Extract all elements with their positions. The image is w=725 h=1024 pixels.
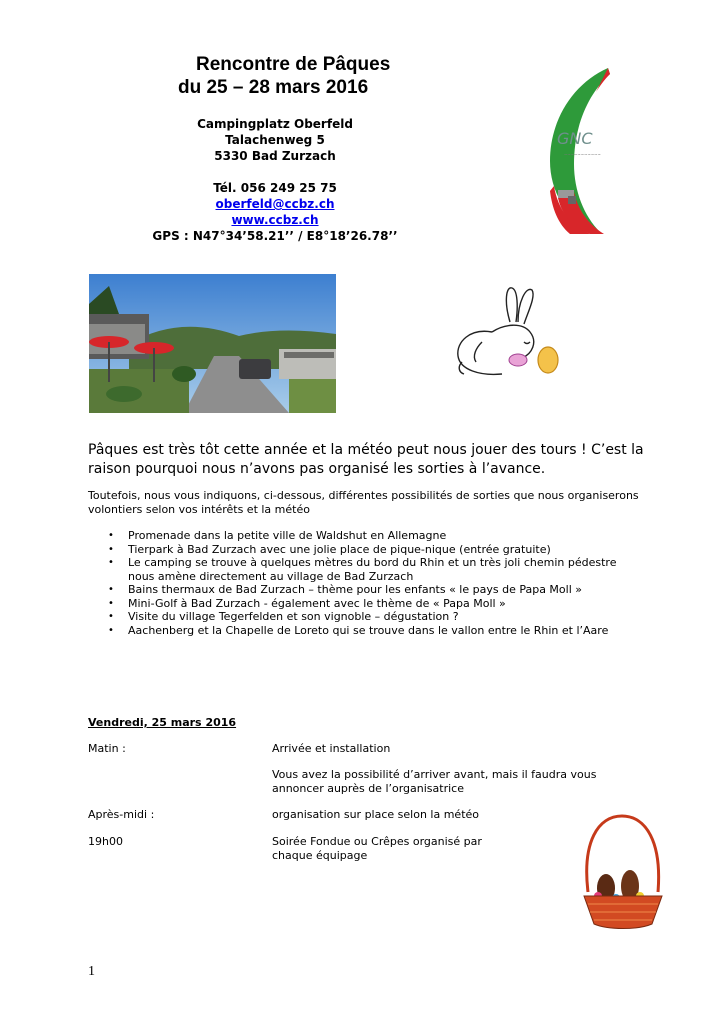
email-link[interactable]: oberfeld@ccbz.ch <box>215 197 335 211</box>
title-line-1: Rencontre de Pâques <box>196 54 391 75</box>
phone: Tél. 056 249 25 75 <box>213 181 337 195</box>
street: Talachenweg 5 <box>225 133 325 147</box>
schedule-text: Soirée Fondue ou Crêpes organisé par chaque équipage <box>272 835 482 862</box>
day-heading: Vendredi, 25 mars 2016 <box>88 716 237 729</box>
list-item: • Visite du village Tegerfelden et son vignoble – dégustation ? <box>106 610 626 624</box>
schedule-text: organisation sur place selon la météo <box>272 808 480 821</box>
list-item: • Aachenberg et la Chapelle de Loreto qui se trouve dans le vallon entre le Rhin et l’Aare <box>106 624 626 638</box>
gnc-logo <box>544 66 614 236</box>
page-number: 1 <box>88 964 95 979</box>
camping-name: Campingplatz Oberfeld <box>197 117 353 131</box>
city: 5330 Bad Zurzach <box>214 149 336 163</box>
lead-paragraph: Toutefois, nous vous indiquons, ci-dessous, différentes possibilités de sorties que nous organiserons volontiers selon vos intérêts et la météo <box>88 489 639 516</box>
intro-paragraph: Pâques est très tôt cette année et la météo peut nous jouer des tours ! C’est la raison pourquoi nous n’avons pas organisé les sorties à l’avance. <box>88 442 644 477</box>
schedule-label: 19h00 <box>88 835 123 848</box>
website-link[interactable]: www.ccbz.ch <box>231 213 319 227</box>
svg-text:~~~~~~~~~~~: ~~~~~~~~~~~ <box>564 152 601 157</box>
logo-text: GNC <box>557 129 593 148</box>
easter-bunny-drawing <box>452 282 564 380</box>
address-block <box>130 116 420 244</box>
gps-coordinates: GPS : N47°34’58.21’’ / E8°18’26.78’’ <box>152 229 398 243</box>
camping-photo <box>89 274 336 413</box>
list-item: • Tierpark à Bad Zurzach avec une jolie place de pique-nique (entrée gratuite) <box>106 543 626 557</box>
list-item: • Le camping se trouve à quelques mètres du bord du Rhin et un très joli chemin pédestre nous amène directement au village de Bad Zurzach <box>106 556 626 583</box>
schedule-text: Arrivée et installation <box>272 742 391 755</box>
list-item: • Bains thermaux de Bad Zurzach – thème pour les enfants « le pays de Papa Moll » <box>106 583 626 597</box>
title-line-2: du 25 – 28 mars 2016 <box>178 77 369 98</box>
easter-basket-drawing <box>578 812 668 932</box>
activities-list <box>106 529 626 637</box>
schedule-label: Après-midi : <box>88 808 155 821</box>
schedule-label: Matin : <box>88 742 126 755</box>
list-item: • Mini-Golf à Bad Zurzach - également avec le thème de « Papa Moll » <box>106 597 626 611</box>
list-item: • Promenade dans la petite ville de Waldshut en Allemagne <box>106 529 626 543</box>
schedule-text: Vous avez la possibilité d’arriver avant, mais il faudra vous annoncer auprès de l’organisatrice <box>272 768 597 795</box>
